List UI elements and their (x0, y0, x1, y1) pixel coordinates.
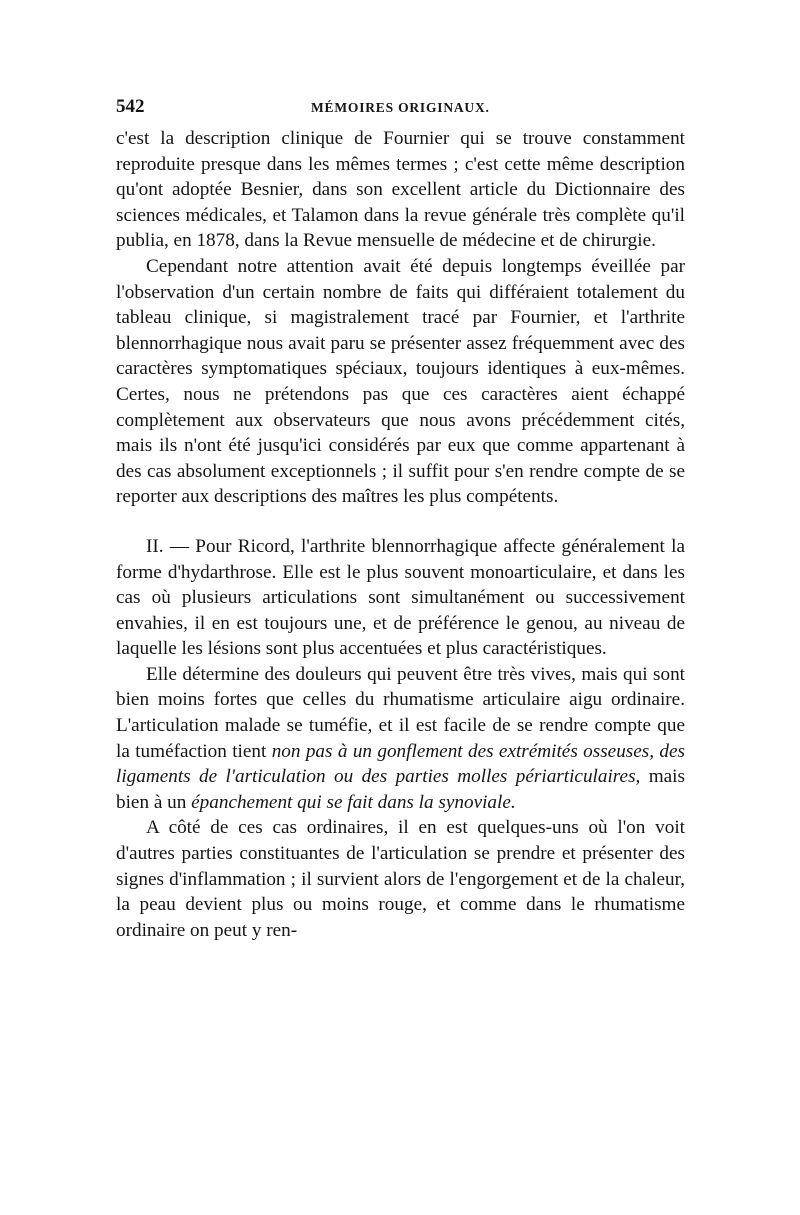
page-header (116, 96, 685, 126)
paragraph-4-text-middle: , mais bien à un (116, 766, 685, 813)
paragraph-4-italic-1: non pas à un gonflement des extrémités osseuses, des ligaments de l'articulation ou des parties molles périarticulaires (116, 740, 685, 788)
paragraph-4 (116, 662, 685, 816)
running-title: MÉMOIRES ORIGINAUX. (311, 100, 490, 115)
paragraph-2: Cependant notre attention avait été depuis longtemps éveillée par l'observation d'un certain nombre de faits qui différaient totalement du tableau clinique, si magistralement tracé par Fournier, et l'arthrite blennorrhagique nous avait paru se présenter assez fréquemment avec des caractères symptomatiques spéciaux, toujours identiques à eux-mêmes. Certes, nous ne prétendons pas que ces caractères aient échappé complètement aux observateurs que nous avons précédemment cités, mais ils n'ont été jusqu'ici considérés par eux que comme appartenant à des cas absolument exceptionnels ; il suffit pour s'en rendre compte de se reporter aux descriptions des maîtres les plus compétents. (116, 255, 685, 508)
paragraph-4-italic-2: épanchement qui se fait dans la synoviale. (191, 791, 516, 813)
document-page (116, 96, 685, 943)
paragraph-1: c'est la description clinique de Fournier qui se trouve constamment reproduite presque dans les mêmes termes ; c'est cette même description qu'ont adoptée Besnier, dans son excellent article du Dictionnaire des sciences médicales, et Talamon dans la revue générale très complète qu'il publia, en 1878, dans la Revue mensuelle de médecine et de chirurgie. (116, 128, 685, 252)
page-number: 542 (116, 96, 145, 117)
paragraph-4-text-before: Elle détermine des douleurs qui peuvent être très vives, mais qui sont bien moins fortes que celles du rhumatisme articulaire aigu ordinaire. L'articulation malade se tuméfie, et il est facile de se rendre compte que la tuméfaction tient (116, 663, 685, 762)
paragraph-5: A côté de ces cas ordinaires, il en est quelques-uns où l'on voit d'autres parties constituantes de l'articulation se prendre et présenter des signes d'inflammation ; il survient alors de l'engorgement et de la chaleur, la peau devient plus ou moins rouge, et comme dans le rhumatisme ordinaire on peut y ren- (116, 817, 685, 941)
paragraph-3-section-ii: II. — Pour Ricord, l'arthrite blennorrhagique affecte généralement la forme d'hydarthrose. Elle est le plus souvent monoarticulaire, et dans les cas où plusieurs articulations sont simultanément ou successivement envahies, il en est toujours une, et de préférence le genou, au niveau de laquelle les lésions sont plus accentuées et plus caractéristiques. (116, 535, 685, 660)
